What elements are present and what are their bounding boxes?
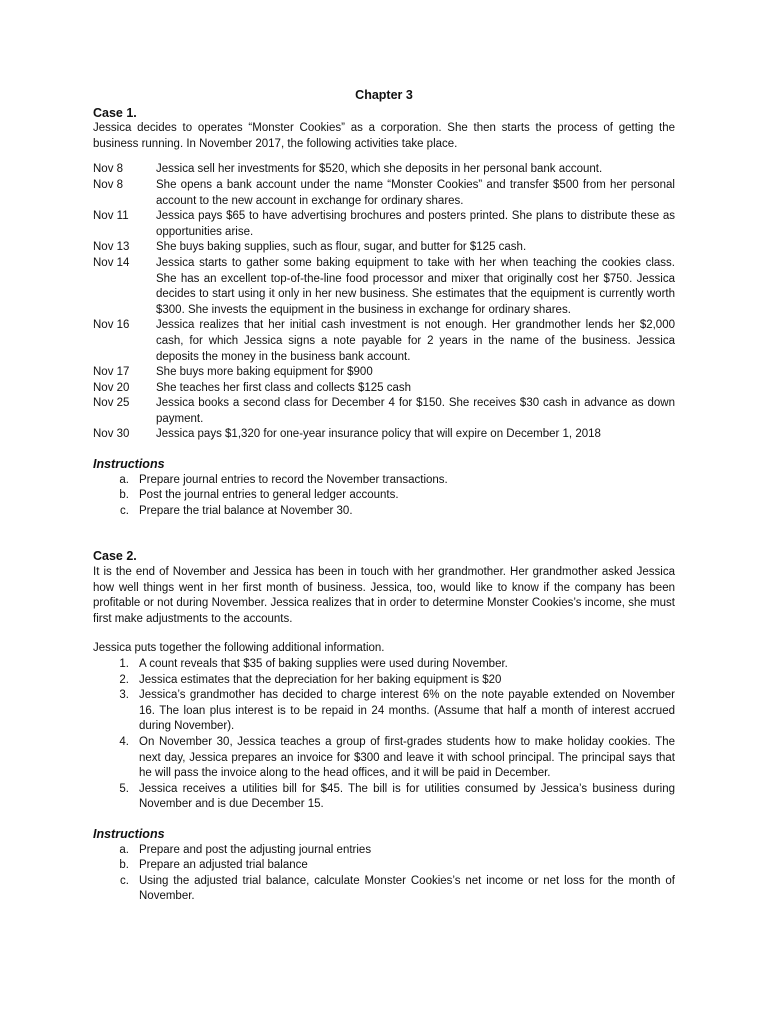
transaction-row (93, 240, 675, 256)
list-marker: 4. (119, 735, 129, 748)
transaction-row (93, 162, 675, 178)
list-text: Jessica’s grandmother has decided to charge interest 6% on the note payable extended on November 16. The loan plus interest is to be repaid in 24 months. (Assume that half a month of interest accrued during November). (139, 689, 675, 733)
case1-section (93, 106, 675, 520)
transaction-text: Jessica books a second class for December 4 for $150. She receives $30 cash in advance as down payment. (156, 397, 675, 425)
transaction-row (93, 318, 675, 365)
list-text: Jessica receives a utilities bill for $45. The bill is for utilities consumed by Jessica’s business during November and is due December 15. (139, 782, 675, 811)
transaction-row (93, 427, 675, 443)
list-item (93, 688, 675, 735)
list-item (93, 858, 675, 874)
list-marker: 2. (119, 673, 129, 686)
list-text: On November 30, Jessica teaches a group of first-grades students how to make holiday cookies. The next day, Jessica prepares an invoice for $300 and leave it with school principal. The principal says that he will pass the invoice along to the head offices, and it will be paid in December. (139, 735, 675, 780)
list-item (93, 473, 675, 489)
transaction-date: Nov 25 (93, 397, 130, 410)
list-text: A count reveals that $35 of baking supplies were used during November. (139, 658, 508, 670)
transaction-text: She buys more baking equipment for $900 (156, 366, 373, 379)
case2-instructions-list (93, 843, 675, 905)
transaction-text: She opens a bank account under the name “Monster Cookies” and transfer $500 from her personal account to the new account in exchange for ordinary shares. (156, 178, 675, 207)
transaction-row (93, 209, 675, 240)
transaction-text: Jessica starts to gather some baking equipment to take with her when teaching the cookies class. She has an excellent top-of-the-line food processor and mixer that originally cost her $750. Jessica decides to start using it only in her new business. She estimates that the equipment is currently worth $300. She invests the equipment in the business in exchange for ordinary shares. (156, 256, 675, 316)
transaction-date: Nov 17 (93, 366, 130, 379)
transaction-date: Nov 16 (93, 319, 130, 332)
chapter-title: Chapter 3 (355, 88, 413, 102)
list-item (93, 843, 675, 859)
transaction-list (93, 162, 675, 443)
transaction-row (93, 396, 675, 427)
list-item (93, 874, 675, 905)
transaction-date: Nov 11 (93, 210, 129, 223)
transaction-text: Jessica realizes that her initial cash investment is not enough. Her grandmother lends her $2,000 cash, for which Jessica signs a note payable for 2 years in the name of the business. Jessica deposits the money in the business bank account. (156, 319, 675, 363)
list-item (93, 504, 675, 520)
transaction-text: She buys baking supplies, such as flour, sugar, and butter for $125 cash. (156, 241, 527, 254)
list-marker: 1. (119, 658, 129, 670)
transaction-date: Nov 8 (93, 163, 124, 176)
transaction-date: Nov 14 (93, 256, 130, 269)
list-item (93, 782, 675, 813)
case1-heading: Case 1. (93, 105, 137, 120)
list-text: Jessica estimates that the depreciation for her baking equipment is $20 (139, 673, 502, 686)
list-text: Prepare the trial balance at November 30. (139, 504, 353, 517)
list-marker: 5. (119, 782, 129, 795)
list-text: Post the journal entries to general ledger accounts. (139, 489, 399, 502)
transaction-row (93, 256, 675, 318)
case2-instructions-heading: Instructions (93, 826, 165, 841)
list-text: Prepare journal entries to record the November transactions. (139, 473, 448, 486)
transaction-row (93, 381, 675, 397)
list-item (93, 673, 675, 689)
list-text: Prepare and post the adjusting journal entries (139, 843, 372, 856)
list-marker: c. (120, 504, 129, 517)
transaction-date: Nov 8 (93, 178, 124, 191)
list-marker: b. (119, 489, 129, 502)
case2-intro: It is the end of November and Jessica has been in touch with her grandmother. Her grandmother asked Jessica how well things went in her first month of business. Jessica, too, would like to know if the company has been profitable or not during November. Jessica realizes that in order to determine Monster Cookies’s income, she must first make adjustments to the accounts. (93, 566, 675, 625)
list-marker: c. (120, 874, 129, 887)
transaction-text: Jessica pays $65 to have advertising brochures and posters printed. She plans to distribute these as opportunities arise. (156, 210, 675, 238)
case2-section (93, 549, 675, 904)
transaction-row (93, 178, 675, 209)
list-item (93, 657, 675, 673)
list-marker: 3. (119, 689, 129, 702)
case1-intro: Jessica decides to operates “Monster Cookies” as a corporation. She then starts the process of getting the business running. In November 2017, the following activities take place. (93, 122, 675, 150)
transaction-text: Jessica sell her investments for $520, which she deposits in her personal bank account. (156, 163, 603, 176)
list-marker: a. (119, 473, 129, 486)
transaction-date: Nov 30 (93, 428, 130, 441)
transaction-text: Jessica pays $1,320 for one-year insurance policy that will expire on December 1, 2018 (156, 428, 601, 441)
list-text: Using the adjusted trial balance, calculate Monster Cookies’s net income or net loss for the month of November. (139, 874, 675, 903)
list-item (93, 488, 675, 504)
case2-heading: Case 2. (93, 549, 137, 564)
list-marker: b. (119, 859, 129, 872)
transaction-date: Nov 20 (93, 381, 130, 394)
list-item (93, 735, 675, 782)
case2-items-list (93, 657, 675, 813)
case1-instructions-list (93, 473, 675, 520)
list-text: Prepare an adjusted trial balance (139, 859, 308, 872)
list-marker: a. (119, 843, 129, 856)
case2-info-intro: Jessica puts together the following additional information. (93, 642, 385, 655)
case1-instructions-heading: Instructions (93, 457, 165, 472)
transaction-text: She teaches her first class and collects $125 cash (156, 381, 412, 394)
transaction-row (93, 365, 675, 381)
transaction-date: Nov 13 (93, 241, 130, 254)
